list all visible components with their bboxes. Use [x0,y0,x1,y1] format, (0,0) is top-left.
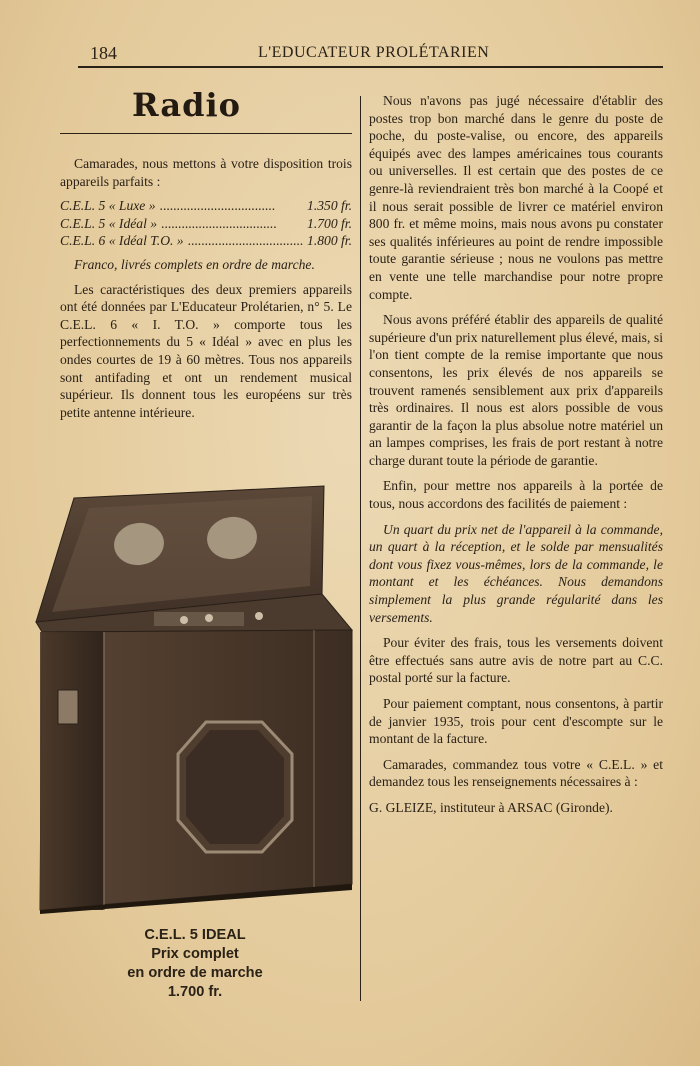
caption-line: Prix complet [151,946,239,962]
price-amount: 1.350 fr. [307,198,352,214]
price-item-name: C.E.L. 5 « Luxe » [60,198,156,214]
paragraph: Enfin, pour mettre nos appareils à la portée de tous, nous accordons des facilités de paiement : [369,478,663,512]
price-row-luxe [60,197,352,215]
header-rule [78,66,663,68]
price-leader-dots: .................................. [187,233,304,249]
contact-paragraph: G. GLEIZE, instituteur à ARSAC (Gironde). [369,799,613,815]
price-amount: 1.800 fr. [307,233,352,249]
price-list [60,197,352,250]
caption-line: en ordre de marche [127,965,263,981]
radio-cabinet-photo [34,482,354,914]
characteristics-paragraph: Les caractéristiques des deux premiers appareils ont été données par L'Educateur Prolétarien, n° 5. Le C.E.L. 6 « I. T.O. » comporte tous les perfectionnements du 5 « Idéal » avec en plus les ondes courtes de 19 à 60 mètres. Tous nos appareils sont antifading et ont un rendement musical supérieur. Ils donnent tous les européens sur très petite antenne intérieure. [60,281,352,420]
article-title: Radio [132,86,241,124]
price-item-name: C.E.L. 5 « Idéal » [60,215,158,231]
caption-model: C.E.L. 5 IDEAL [144,927,246,943]
price-leader-dots: .................................. [161,215,277,231]
right-column [369,92,663,825]
title-rule [60,133,352,134]
paragraph: Pour paiement comptant, nous consentons, à partir de janvier 1935, trois pour cent d'escompte sur le montant de la facture. [369,696,663,747]
paragraph: Camarades, commandez tous votre « C.E.L. » et demandez tous les renseignements nécessaires à : [369,756,663,790]
price-item-name: C.E.L. 6 « Idéal T.O. » [60,233,184,249]
intro-paragraph: Camarades, nous mettons à votre disposition trois appareils parfaits : [60,156,352,189]
paragraph: Pour éviter des frais, tous les versements doivent être effectués sans autre avis de notre part au C.C. postal porté sur la facture. [369,635,663,686]
column-divider [360,96,361,1001]
franco-note: Franco, livrés complets en ordre de marche. [74,256,315,272]
price-leader-dots: .................................. [159,198,276,214]
running-header [78,40,663,66]
page-number: 184 [90,43,117,63]
left-column [60,155,352,428]
price-row-ideal [60,215,352,233]
price-row-ideal-to [60,232,352,250]
journal-title: L'EDUCATEUR PROLÉTARIEN [258,44,490,61]
photo-caption [90,926,300,1002]
payment-terms-paragraph: Un quart du prix net de l'appareil à la commande, un quart à la réception, et le solde par mensualités dont vous fixez vous-mêmes, lors de la commande, le montant et les échéances. Nous demandons simplement la plus grande régularité dans les versements. [369,521,663,625]
caption-price: 1.700 fr. [167,984,223,1000]
paragraph: Nous avons préféré établir des appareils de qualité supérieure d'un prix naturellement plus élevé, mais, si l'on tient compte de la remise importante que nous consentons, les prix élevés de nos appareils se trouvent ramenés sensiblement aux prix d'appareils très ordinaires. Il nous est alors possible de vous garantir de la façon la plus absolue notre matériel un an lampes comprises, les frais de port restant à notre charge durant toute la période de garantie. [369,312,663,468]
price-amount: 1.700 fr. [307,215,352,231]
paragraph: Nous n'avons pas jugé nécessaire d'établir des postes trop bon marché dans le genre du poste de poche, du poste-valise, ou encore, des appareils équipés avec des lampes américaines tous courants ou universelles. Il est certain que des postes de ce genre-là reviendraient très bon marché à la Coopé et il nous serait possible de livrer ce matériel environ 800 fr. et même moins, mais nous avons pu constater ses qualités inférieures au point de rendre impossible toute garantie sérieuse ; nous ne voulons pas mettre en vente une telle marchandise pour notre propre compte. [369,93,663,302]
